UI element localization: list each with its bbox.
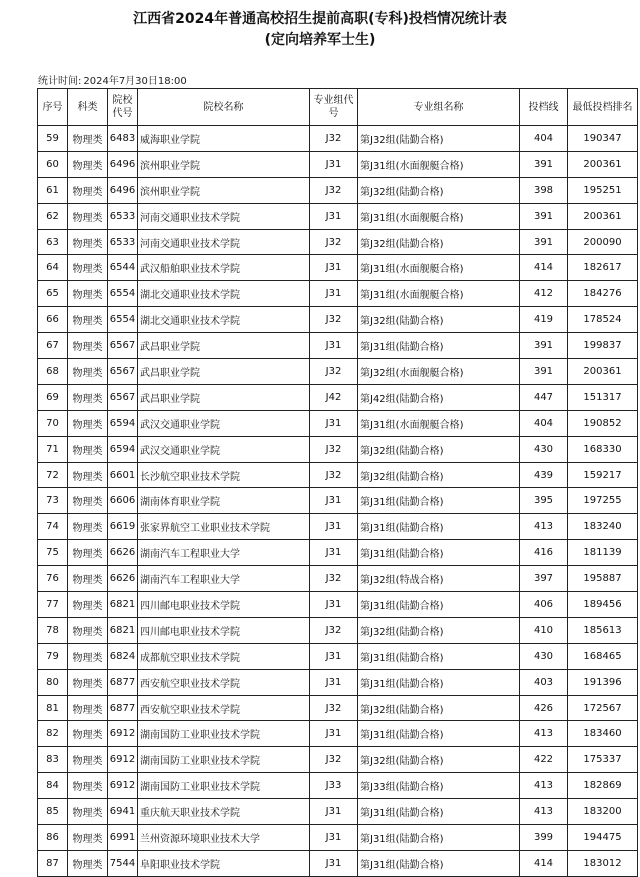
cell-score: 391 (520, 333, 568, 359)
cell-score: 416 (520, 540, 568, 566)
cell-school-code: 6483 (108, 126, 138, 152)
cell-rank: 159217 (568, 462, 638, 488)
cell-category: 物理类 (68, 333, 108, 359)
cell-school-name: 成都航空职业技术学院 (138, 643, 310, 669)
cell-seq: 69 (38, 384, 68, 410)
cell-rank: 183012 (568, 850, 638, 876)
cell-seq: 72 (38, 462, 68, 488)
admission-table (37, 88, 638, 877)
cell-group-name: 第J32组(陆勤合格) (358, 126, 520, 152)
cell-group-name: 第J31组(水面舰艇合格) (358, 203, 520, 229)
table-row (38, 384, 638, 410)
cell-group-name: 第J32组(陆勤合格) (358, 747, 520, 773)
cell-school-name: 武昌职业学院 (138, 333, 310, 359)
cell-seq: 84 (38, 773, 68, 799)
cell-group-code: J31 (310, 410, 358, 436)
table-row (38, 410, 638, 436)
table-row (38, 799, 638, 825)
cell-group-code: J31 (310, 151, 358, 177)
cell-school-code: 6606 (108, 488, 138, 514)
cell-seq: 70 (38, 410, 68, 436)
cell-group-code: J32 (310, 566, 358, 592)
cell-rank: 190852 (568, 410, 638, 436)
cell-category: 物理类 (68, 462, 108, 488)
table-body (38, 126, 638, 877)
cell-group-code: J42 (310, 384, 358, 410)
cell-score: 391 (520, 203, 568, 229)
cell-school-name: 湖南体育职业学院 (138, 488, 310, 514)
cell-group-name: 第J31组(陆勤合格) (358, 825, 520, 851)
cell-score: 413 (520, 773, 568, 799)
cell-group-name: 第J31组(水面舰艇合格) (358, 151, 520, 177)
stat-label: 统计时间: (38, 76, 82, 87)
cell-group-name: 第J32组(陆勤合格) (358, 307, 520, 333)
header-seq: 序号 (38, 89, 68, 126)
cell-score: 430 (520, 643, 568, 669)
cell-school-name: 湖南国防工业职业技术学院 (138, 721, 310, 747)
cell-school-name: 长沙航空职业技术学院 (138, 462, 310, 488)
cell-group-name: 第J31组(陆勤合格) (358, 669, 520, 695)
cell-score: 404 (520, 410, 568, 436)
cell-group-code: J31 (310, 850, 358, 876)
table-row (38, 229, 638, 255)
cell-score: 414 (520, 255, 568, 281)
cell-school-name: 湖南国防工业职业技术学院 (138, 747, 310, 773)
cell-school-code: 6626 (108, 540, 138, 566)
cell-rank: 190347 (568, 126, 638, 152)
table-row (38, 359, 638, 385)
cell-group-name: 第J31组(陆勤合格) (358, 799, 520, 825)
header-school-name: 院校名称 (138, 89, 310, 126)
cell-group-code: J31 (310, 255, 358, 281)
cell-score: 422 (520, 747, 568, 773)
cell-school-name: 武昌职业学院 (138, 359, 310, 385)
table-row (38, 695, 638, 721)
cell-group-name: 第J31组(陆勤合格) (358, 721, 520, 747)
table-row (38, 488, 638, 514)
cell-score: 439 (520, 462, 568, 488)
cell-category: 物理类 (68, 799, 108, 825)
cell-category: 物理类 (68, 410, 108, 436)
header-group-code: 专业组代号 (310, 89, 358, 126)
cell-group-code: J32 (310, 177, 358, 203)
table-row (38, 643, 638, 669)
header-group-name: 专业组名称 (358, 89, 520, 126)
table-row (38, 281, 638, 307)
cell-school-code: 6594 (108, 436, 138, 462)
table-row (38, 540, 638, 566)
cell-score: 447 (520, 384, 568, 410)
cell-group-code: J31 (310, 540, 358, 566)
cell-score: 430 (520, 436, 568, 462)
stat-time: 2024年7月30日18:00 (83, 76, 187, 87)
cell-school-code: 6626 (108, 566, 138, 592)
cell-school-code: 6533 (108, 203, 138, 229)
cell-rank: 175337 (568, 747, 638, 773)
cell-school-code: 6594 (108, 410, 138, 436)
cell-school-code: 6991 (108, 825, 138, 851)
cell-group-name: 第J31组(陆勤合格) (358, 540, 520, 566)
cell-seq: 86 (38, 825, 68, 851)
cell-rank: 168465 (568, 643, 638, 669)
cell-school-name: 张家界航空工业职业技术学院 (138, 514, 310, 540)
cell-group-name: 第J33组(陆勤合格) (358, 773, 520, 799)
cell-school-name: 武汉交通职业学院 (138, 436, 310, 462)
cell-group-name: 第J31组(陆勤合格) (358, 333, 520, 359)
cell-category: 物理类 (68, 773, 108, 799)
table-row (38, 592, 638, 618)
header-score: 投档线 (520, 89, 568, 126)
cell-school-code: 6554 (108, 307, 138, 333)
cell-school-code: 6567 (108, 384, 138, 410)
table-row (38, 307, 638, 333)
cell-group-name: 第J32组(陆勤合格) (358, 229, 520, 255)
cell-group-code: J31 (310, 799, 358, 825)
cell-seq: 66 (38, 307, 68, 333)
table-row (38, 669, 638, 695)
cell-school-name: 阜阳职业技术学院 (138, 850, 310, 876)
cell-group-code: J32 (310, 126, 358, 152)
cell-school-name: 四川邮电职业技术学院 (138, 592, 310, 618)
cell-group-name: 第J31组(陆勤合格) (358, 643, 520, 669)
cell-score: 395 (520, 488, 568, 514)
cell-school-name: 武昌职业学院 (138, 384, 310, 410)
cell-score: 391 (520, 229, 568, 255)
table-row (38, 773, 638, 799)
cell-rank: 195251 (568, 177, 638, 203)
cell-group-name: 第J32组(陆勤合格) (358, 617, 520, 643)
table-row (38, 177, 638, 203)
cell-rank: 183200 (568, 799, 638, 825)
cell-group-name: 第J31组(陆勤合格) (358, 488, 520, 514)
cell-school-name: 武汉交通职业学院 (138, 410, 310, 436)
cell-rank: 183460 (568, 721, 638, 747)
cell-seq: 87 (38, 850, 68, 876)
table-row (38, 333, 638, 359)
cell-category: 物理类 (68, 825, 108, 851)
cell-seq: 85 (38, 799, 68, 825)
cell-group-code: J32 (310, 747, 358, 773)
cell-category: 物理类 (68, 514, 108, 540)
cell-school-name: 西安航空职业技术学院 (138, 695, 310, 721)
cell-school-name: 西安航空职业技术学院 (138, 669, 310, 695)
cell-group-name: 第J31组(水面舰艇合格) (358, 255, 520, 281)
cell-group-code: J32 (310, 359, 358, 385)
cell-category: 物理类 (68, 695, 108, 721)
cell-school-name: 威海职业学院 (138, 126, 310, 152)
cell-school-name: 湖南汽车工程职业大学 (138, 540, 310, 566)
cell-group-code: J32 (310, 462, 358, 488)
cell-score: 399 (520, 825, 568, 851)
cell-seq: 71 (38, 436, 68, 462)
cell-group-code: J31 (310, 488, 358, 514)
cell-school-code: 6941 (108, 799, 138, 825)
cell-rank: 200361 (568, 151, 638, 177)
cell-category: 物理类 (68, 229, 108, 255)
table-row (38, 126, 638, 152)
cell-score: 404 (520, 126, 568, 152)
cell-school-code: 6496 (108, 177, 138, 203)
cell-seq: 60 (38, 151, 68, 177)
cell-category: 物理类 (68, 617, 108, 643)
table-row (38, 151, 638, 177)
cell-group-code: J32 (310, 436, 358, 462)
cell-seq: 76 (38, 566, 68, 592)
cell-score: 413 (520, 514, 568, 540)
cell-group-name: 第J31组(水面舰艇合格) (358, 281, 520, 307)
cell-score: 398 (520, 177, 568, 203)
cell-category: 物理类 (68, 255, 108, 281)
cell-category: 物理类 (68, 488, 108, 514)
cell-seq: 81 (38, 695, 68, 721)
table-row (38, 825, 638, 851)
cell-rank: 200090 (568, 229, 638, 255)
cell-category: 物理类 (68, 540, 108, 566)
cell-rank: 183240 (568, 514, 638, 540)
cell-seq: 75 (38, 540, 68, 566)
cell-group-code: J31 (310, 643, 358, 669)
cell-score: 413 (520, 721, 568, 747)
cell-group-code: J32 (310, 617, 358, 643)
cell-score: 414 (520, 850, 568, 876)
cell-school-name: 河南交通职业技术学院 (138, 229, 310, 255)
page-title: 江西省2024年普通高校招生提前高职(专科)投档情况统计表 (133, 11, 507, 27)
cell-score: 406 (520, 592, 568, 618)
header-category: 科类 (68, 89, 108, 126)
cell-seq: 63 (38, 229, 68, 255)
cell-school-code: 6496 (108, 151, 138, 177)
cell-school-code: 6877 (108, 695, 138, 721)
cell-category: 物理类 (68, 307, 108, 333)
cell-rank: 199837 (568, 333, 638, 359)
cell-school-code: 6821 (108, 592, 138, 618)
table-row (38, 747, 638, 773)
cell-category: 物理类 (68, 151, 108, 177)
cell-seq: 80 (38, 669, 68, 695)
cell-score: 410 (520, 617, 568, 643)
cell-school-code: 6824 (108, 643, 138, 669)
cell-rank: 200361 (568, 203, 638, 229)
cell-seq: 62 (38, 203, 68, 229)
cell-category: 物理类 (68, 721, 108, 747)
cell-school-name: 湖北交通职业技术学院 (138, 281, 310, 307)
cell-seq: 67 (38, 333, 68, 359)
cell-category: 物理类 (68, 669, 108, 695)
cell-group-name: 第J31组(陆勤合格) (358, 514, 520, 540)
cell-rank: 182617 (568, 255, 638, 281)
cell-category: 物理类 (68, 566, 108, 592)
cell-score: 391 (520, 151, 568, 177)
cell-school-code: 6533 (108, 229, 138, 255)
cell-school-code: 6912 (108, 747, 138, 773)
cell-rank: 182869 (568, 773, 638, 799)
table-row (38, 462, 638, 488)
cell-seq: 65 (38, 281, 68, 307)
cell-seq: 59 (38, 126, 68, 152)
cell-group-code: J32 (310, 307, 358, 333)
cell-group-code: J31 (310, 825, 358, 851)
cell-school-name: 兰州资源环境职业技术大学 (138, 825, 310, 851)
cell-group-name: 第J32组(水面舰艇合格) (358, 359, 520, 385)
cell-rank: 197255 (568, 488, 638, 514)
cell-seq: 68 (38, 359, 68, 385)
cell-school-code: 7544 (108, 850, 138, 876)
cell-school-code: 6544 (108, 255, 138, 281)
table-row (38, 566, 638, 592)
cell-category: 物理类 (68, 643, 108, 669)
cell-group-code: J31 (310, 281, 358, 307)
cell-group-name: 第J31组(陆勤合格) (358, 592, 520, 618)
cell-group-code: J31 (310, 669, 358, 695)
cell-category: 物理类 (68, 592, 108, 618)
header-school-code: 院校代号 (108, 89, 138, 126)
cell-school-name: 湖南汽车工程职业大学 (138, 566, 310, 592)
cell-school-name: 河南交通职业技术学院 (138, 203, 310, 229)
cell-group-name: 第J32组(特战合格) (358, 566, 520, 592)
cell-school-code: 6912 (108, 721, 138, 747)
cell-rank: 191396 (568, 669, 638, 695)
cell-group-name: 第J32组(陆勤合格) (358, 436, 520, 462)
table-row (38, 514, 638, 540)
cell-seq: 83 (38, 747, 68, 773)
cell-group-code: J32 (310, 229, 358, 255)
cell-category: 物理类 (68, 436, 108, 462)
cell-rank: 185613 (568, 617, 638, 643)
cell-score: 419 (520, 307, 568, 333)
cell-group-code: J32 (310, 695, 358, 721)
cell-score: 391 (520, 359, 568, 385)
cell-group-name: 第J32组(陆勤合格) (358, 695, 520, 721)
cell-school-code: 6877 (108, 669, 138, 695)
cell-group-name: 第J32组(陆勤合格) (358, 462, 520, 488)
cell-school-code: 6619 (108, 514, 138, 540)
stat-time-line (38, 72, 189, 87)
cell-group-name: 第J42组(陆勤合格) (358, 384, 520, 410)
table-row (38, 203, 638, 229)
cell-group-code: J31 (310, 721, 358, 747)
table-row (38, 721, 638, 747)
table-row (38, 255, 638, 281)
cell-school-name: 滨州职业学院 (138, 151, 310, 177)
cell-category: 物理类 (68, 359, 108, 385)
cell-group-code: J33 (310, 773, 358, 799)
cell-school-name: 重庆航天职业技术学院 (138, 799, 310, 825)
cell-group-name: 第J32组(陆勤合格) (358, 177, 520, 203)
cell-group-code: J31 (310, 203, 358, 229)
table-row (38, 850, 638, 876)
cell-school-code: 6554 (108, 281, 138, 307)
cell-seq: 78 (38, 617, 68, 643)
cell-category: 物理类 (68, 281, 108, 307)
cell-category: 物理类 (68, 126, 108, 152)
cell-score: 413 (520, 799, 568, 825)
cell-rank: 151317 (568, 384, 638, 410)
cell-seq: 61 (38, 177, 68, 203)
cell-category: 物理类 (68, 203, 108, 229)
cell-school-name: 湖南国防工业职业技术学院 (138, 773, 310, 799)
cell-seq: 77 (38, 592, 68, 618)
cell-rank: 200361 (568, 359, 638, 385)
cell-rank: 194475 (568, 825, 638, 851)
cell-rank: 184276 (568, 281, 638, 307)
cell-school-name: 湖北交通职业技术学院 (138, 307, 310, 333)
cell-seq: 74 (38, 514, 68, 540)
cell-rank: 168330 (568, 436, 638, 462)
cell-seq: 79 (38, 643, 68, 669)
cell-group-name: 第J31组(水面舰艇合格) (358, 410, 520, 436)
cell-school-name: 武汉船舶职业技术学院 (138, 255, 310, 281)
cell-category: 物理类 (68, 850, 108, 876)
header-rank: 最低投档排名 (568, 89, 638, 126)
cell-rank: 181139 (568, 540, 638, 566)
cell-score: 403 (520, 669, 568, 695)
cell-school-code: 6821 (108, 617, 138, 643)
table-row (38, 617, 638, 643)
cell-category: 物理类 (68, 747, 108, 773)
cell-seq: 73 (38, 488, 68, 514)
cell-rank: 195887 (568, 566, 638, 592)
cell-school-name: 四川邮电职业技术学院 (138, 617, 310, 643)
cell-group-code: J31 (310, 592, 358, 618)
cell-rank: 178524 (568, 307, 638, 333)
page-subtitle: (定向培养军士生) (264, 32, 376, 48)
cell-category: 物理类 (68, 384, 108, 410)
cell-seq: 64 (38, 255, 68, 281)
cell-group-code: J31 (310, 333, 358, 359)
cell-score: 412 (520, 281, 568, 307)
cell-group-name: 第J31组(陆勤合格) (358, 850, 520, 876)
cell-score: 397 (520, 566, 568, 592)
cell-score: 426 (520, 695, 568, 721)
table-header-row (38, 89, 638, 126)
cell-seq: 82 (38, 721, 68, 747)
cell-school-name: 滨州职业学院 (138, 177, 310, 203)
cell-rank: 172567 (568, 695, 638, 721)
cell-category: 物理类 (68, 177, 108, 203)
cell-school-code: 6912 (108, 773, 138, 799)
cell-school-code: 6567 (108, 333, 138, 359)
cell-rank: 189456 (568, 592, 638, 618)
cell-school-code: 6601 (108, 462, 138, 488)
cell-group-code: J31 (310, 514, 358, 540)
cell-school-code: 6567 (108, 359, 138, 385)
table-row (38, 436, 638, 462)
